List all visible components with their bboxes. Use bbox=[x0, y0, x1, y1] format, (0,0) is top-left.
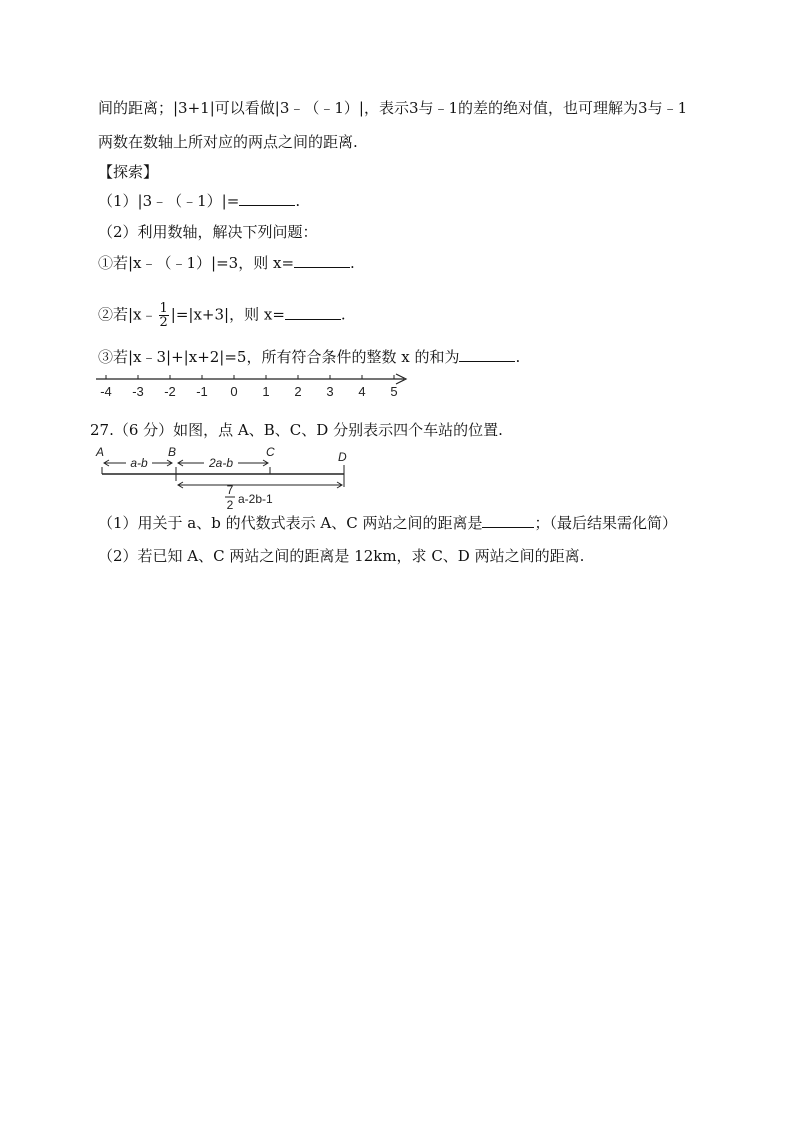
tick-label: -4 bbox=[100, 384, 112, 399]
station-label-c: C bbox=[266, 445, 275, 459]
tick-label: -1 bbox=[196, 384, 208, 399]
number-line-ticks bbox=[106, 375, 394, 379]
number-line bbox=[90, 370, 420, 404]
answer-blank[interactable] bbox=[285, 304, 341, 320]
question-end: ；（最后结果需化简） bbox=[534, 514, 677, 532]
tick-label: -3 bbox=[132, 384, 144, 399]
tick-label: 0 bbox=[230, 384, 238, 399]
fraction-numerator: 1 bbox=[159, 301, 168, 316]
question-text: （1）用关于 a、b 的代数式表示 A、C 两站之间的距离是 bbox=[98, 514, 483, 532]
question-end: . bbox=[340, 305, 346, 324]
explore-question-2c bbox=[98, 346, 520, 367]
question-end: . bbox=[350, 254, 355, 272]
explore-question-2a bbox=[98, 252, 355, 273]
ab-distance-label: a-b bbox=[130, 456, 148, 470]
bd-fraction-denominator: 2 bbox=[226, 498, 234, 511]
question-text: ①若|x﹣（﹣1）|=3，则 x= bbox=[98, 254, 295, 272]
fraction bbox=[159, 302, 169, 329]
bd-expression: a-2b-1 bbox=[238, 492, 273, 506]
answer-blank[interactable] bbox=[459, 346, 515, 362]
question-text: ②若|x﹣ bbox=[98, 305, 157, 324]
fraction-denominator: 2 bbox=[159, 315, 168, 330]
bd-distance-arrow bbox=[178, 482, 342, 488]
answer-blank[interactable] bbox=[239, 190, 295, 206]
tick-label: 1 bbox=[262, 384, 270, 399]
question-end: . bbox=[515, 348, 521, 366]
station-label-b: B bbox=[168, 445, 177, 459]
bd-fraction-numerator: 7 bbox=[226, 483, 234, 497]
bc-distance-label: 2a-b bbox=[208, 456, 234, 470]
explore-question-2: （2）利用数轴，解决下列问题： bbox=[98, 223, 318, 241]
explore-question-2b bbox=[98, 302, 346, 329]
question-text: （1）|3﹣（﹣1）|= bbox=[98, 192, 240, 210]
station-label-a: A bbox=[96, 445, 105, 459]
bd-distance-label bbox=[225, 483, 273, 511]
question-text-mid: |=|x+3|，则 x= bbox=[170, 305, 285, 324]
question-end: . bbox=[295, 192, 301, 210]
question-text: ③若|x﹣3|+|x+2|=5，所有符合条件的整数 x 的和为 bbox=[98, 348, 460, 366]
problem-27-question-1 bbox=[98, 512, 677, 533]
intro-line-1: 间的距离；|3+1|可以看做|3﹣（﹣1）|，表示3与﹣1的差的绝对值，也可理解为3与﹣1 bbox=[98, 99, 688, 117]
answer-blank[interactable] bbox=[294, 252, 350, 268]
station-diagram bbox=[92, 443, 354, 511]
tick-label: 5 bbox=[390, 384, 398, 399]
problem-27-question-2: （2）若已知 A、C 两站之间的距离是 12km，求 C、D 两站之间的距离. bbox=[98, 547, 585, 565]
explore-heading: 【探索】 bbox=[98, 163, 159, 181]
tick-label: 3 bbox=[326, 384, 334, 399]
problem-27-title: 27.（6 分）如图，点 A、B、C、D 分别表示四个车站的位置. bbox=[90, 421, 503, 439]
tick-label: -2 bbox=[164, 384, 176, 399]
intro-line-2: 两数在数轴上所对应的两点之间的距离. bbox=[98, 133, 358, 151]
station-label-d: D bbox=[338, 450, 347, 464]
tick-label: 4 bbox=[358, 384, 366, 399]
tick-label: 2 bbox=[294, 384, 302, 399]
explore-question-1 bbox=[98, 190, 300, 211]
answer-blank[interactable] bbox=[482, 512, 534, 528]
